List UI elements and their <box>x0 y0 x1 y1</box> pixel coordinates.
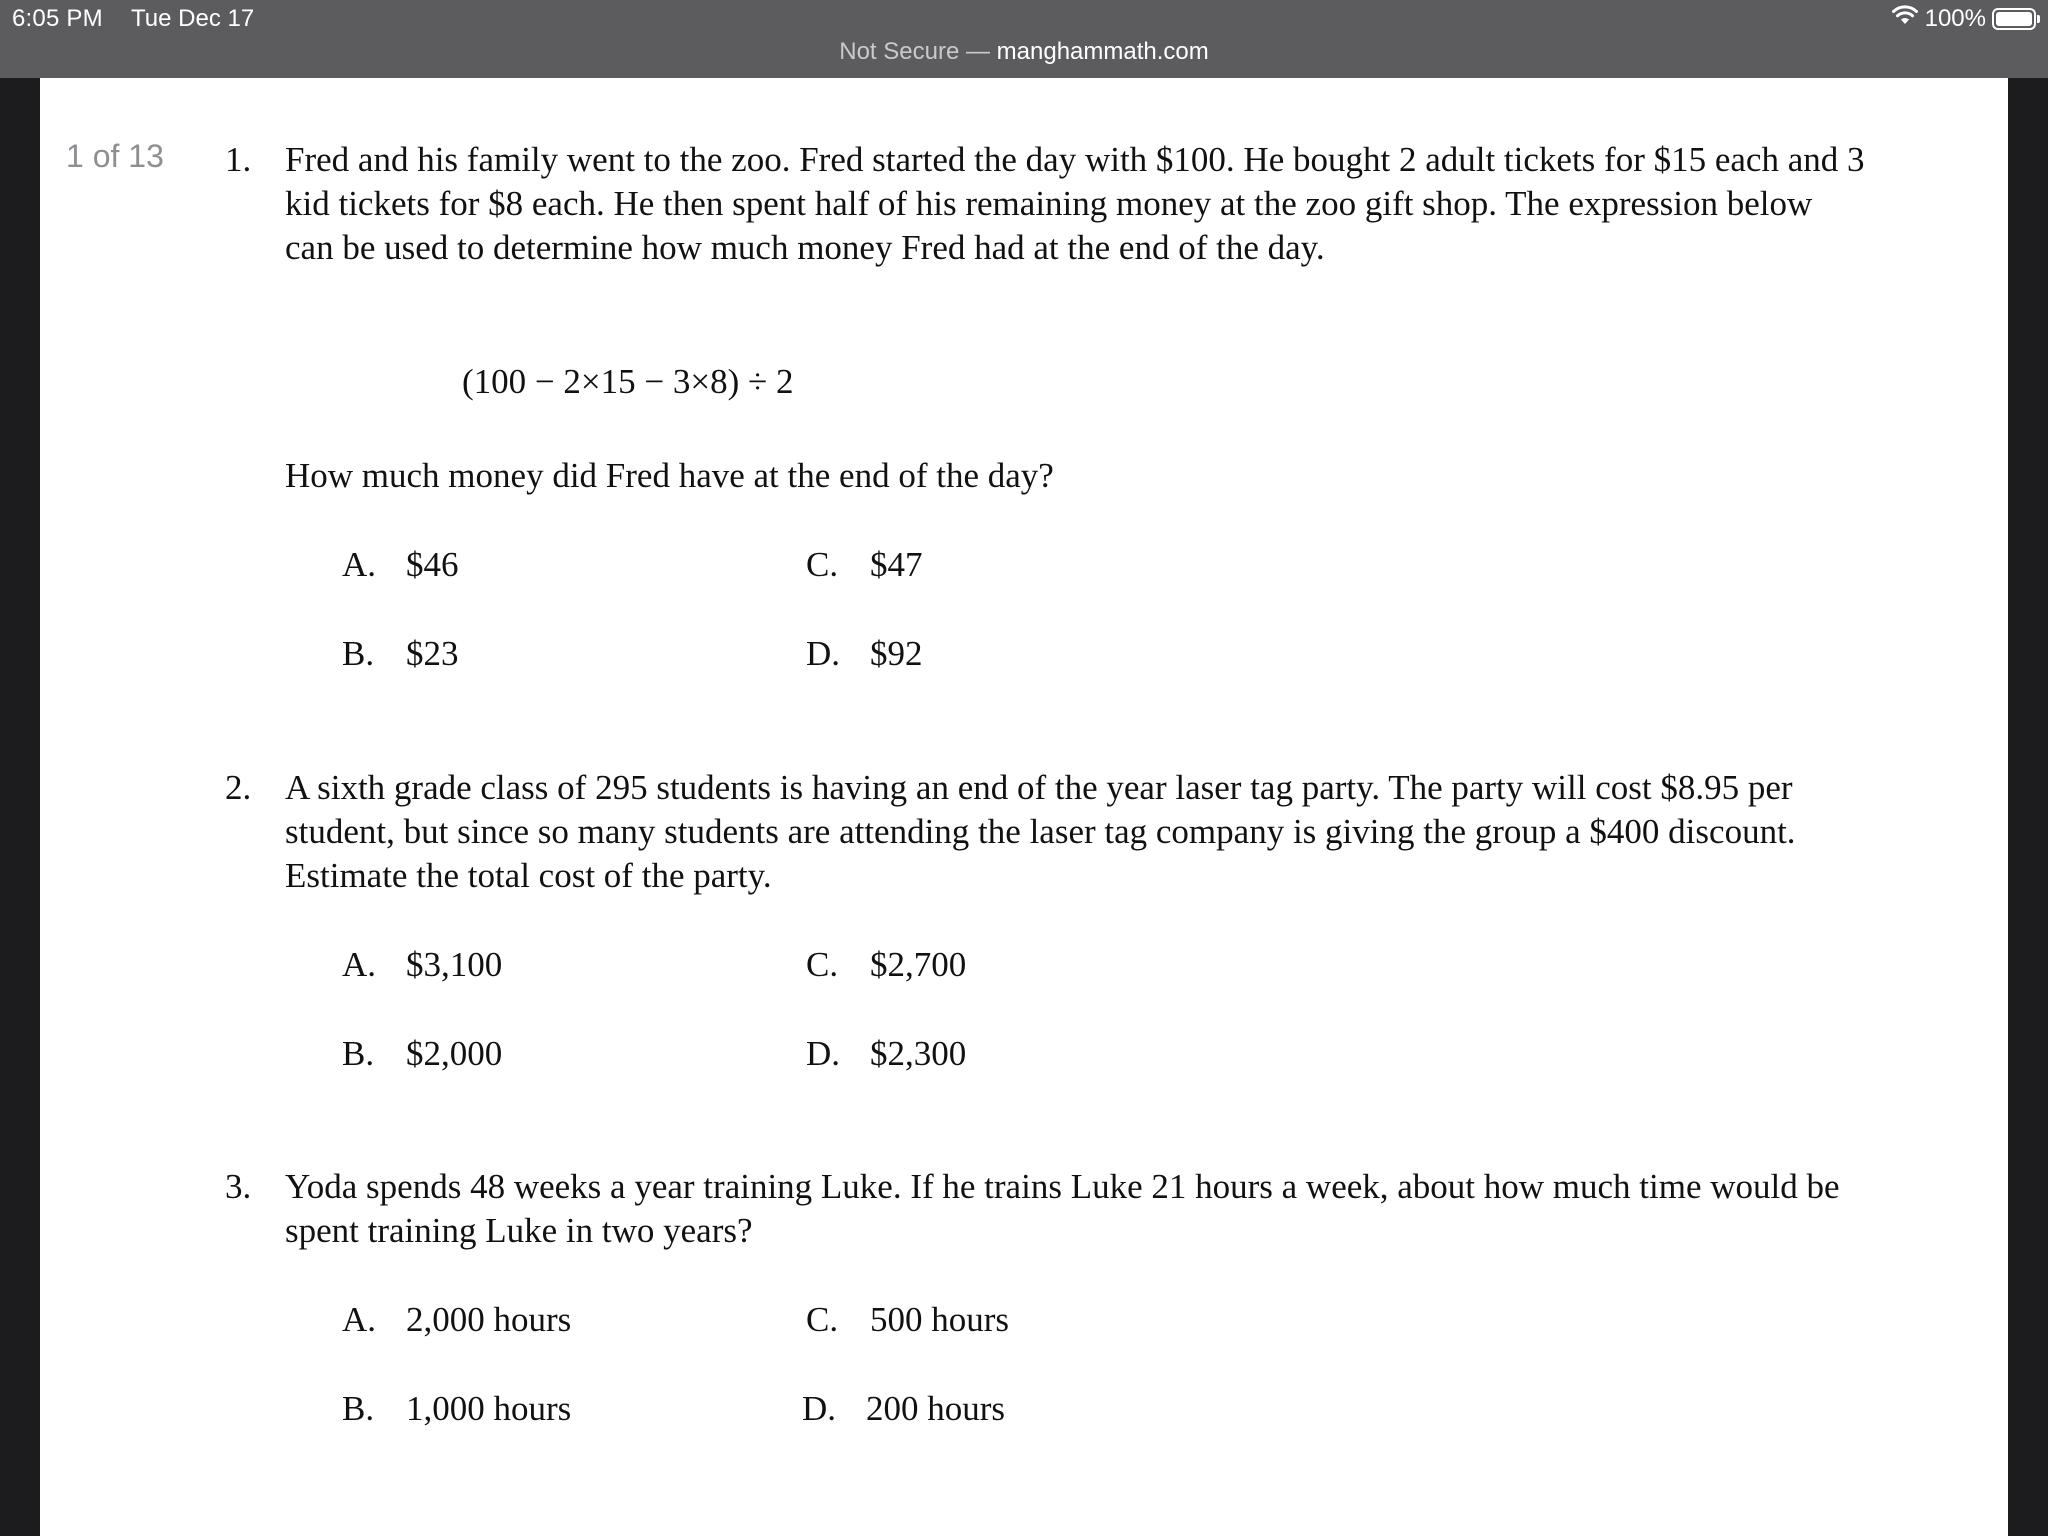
document-page[interactable] <box>40 78 2008 1536</box>
question-number: 3. <box>225 1167 252 1206</box>
security-warning: Not Secure — <box>839 38 990 65</box>
status-time: 6:05 PM <box>12 5 103 32</box>
battery-icon <box>1992 8 2036 30</box>
question-text: Fred and his family went to the zoo. Fred started the day with $100. He bought 2 adult tickets for $15 each and 3 kid tickets for $8 each. He then spent half of his remaining money at the zoo gift shop. The expression below can be used to determine how much money Fred had at the end of the day. <box>285 140 1865 267</box>
question-number: 2. <box>225 768 252 807</box>
choice-3d: D. 200 hours <box>802 1389 1006 1428</box>
question-number: 1. <box>225 140 252 179</box>
status-bar <box>0 0 2048 78</box>
choice-1b: B. $23 <box>342 634 459 673</box>
choice-2b: B. $2,000 <box>342 1034 503 1073</box>
choice-2c: C. $2,700 <box>806 945 967 984</box>
url-domain: manghammath.com <box>996 38 1209 65</box>
page-counter: 1 of 13 <box>66 138 164 174</box>
choice-1d: D. $92 <box>806 634 923 673</box>
choice-1c: C. $47 <box>806 545 923 584</box>
status-date: Tue Dec 17 <box>131 5 255 32</box>
question-text: Yoda spends 48 weeks a year training Luke. If he trains Luke 21 hours a week, about how much time would be spent training Luke in two years? <box>285 1167 1840 1250</box>
choice-2a: A. $3,100 <box>342 945 503 984</box>
choice-3a: A. 2,000 hours <box>342 1300 572 1339</box>
choice-3c: C. 500 hours <box>806 1300 1010 1339</box>
battery-percentage: 100% <box>1924 4 1986 32</box>
status-indicators <box>1891 4 2036 33</box>
choice-2d: D. $2,300 <box>806 1034 967 1073</box>
math-expression: (100 − 2×15 − 3×8) ÷ 2 <box>462 362 794 401</box>
question-text: A sixth grade class of 295 students is having an end of the year laser tag party. The party will cost $8.95 per student, but since so many students are attending the laser tag company is giving the group a $400 discount. Estimate the total cost of the party. <box>285 768 1796 895</box>
url-bar[interactable] <box>0 38 2048 66</box>
choice-1a: A. $46 <box>342 545 459 584</box>
wifi-icon <box>1891 4 1919 33</box>
question-prompt: How much money did Fred have at the end of the day? <box>285 456 1054 495</box>
choice-3b: B. 1,000 hours <box>342 1389 572 1428</box>
